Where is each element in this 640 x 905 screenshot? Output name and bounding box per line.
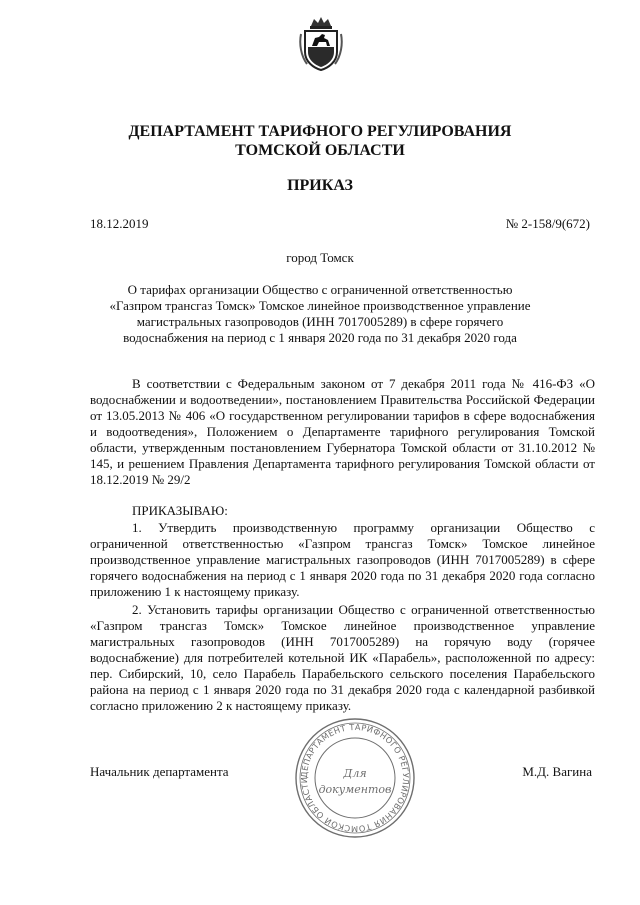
coat-of-arms-emblem <box>299 16 343 72</box>
document-type-title: ПРИКАЗ <box>287 177 353 194</box>
stamp-center-line1: Для <box>343 767 367 780</box>
city-name: город Томск <box>286 250 354 265</box>
document-number: № 2-158/9(672) <box>505 216 590 231</box>
order-word: ПРИКАЗЫВАЮ: <box>132 503 228 518</box>
document-date: 18.12.2019 <box>90 216 149 231</box>
department-title-line2: ТОМСКОЙ ОБЛАСТИ <box>235 142 405 159</box>
stamp-center-line2: документов <box>318 783 392 796</box>
preamble-paragraph: В соответствии с Федеральным законом от 7 декабря 2011 года № 416-ФЗ «О водоснабжении и водоотведении», постановлением Правительства Российской Федерации от 13.05.2013 № 406 «О государственном регулировании тарифов в сфере водоснабжения и водоотведения», Положением о Департаменте тарифного регулирования Томской области, утвержденным постановлением Губернатора Томской области от 31.10.2012 № 145, и решением Правления Департамента тарифного регулирования Томской области от 18.12.2019 № 29/2 <box>90 376 595 487</box>
signatory-position: Начальник департамента <box>90 764 229 779</box>
document-subject: О тарифах организации Общество с ограниченной ответственностью «Газпром трансгаз Томск» Томское линейное производственное управление магистральных газопроводов (ИНН 7017005289) в сфере горячего водоснабжения на период с 1 января 2020 года по 31 декабря 2020 года <box>109 282 531 345</box>
signatory-name: М.Д. Вагина <box>522 764 592 779</box>
official-stamp <box>293 716 417 840</box>
stamp-ring-text: ДЕПАРТАМЕНТ ТАРИФНОГО РЕГУЛИРОВАНИЯ ТОМСКОЙ ОБЛАСТИ <box>298 721 412 835</box>
order-item-1: 1. Утвердить производственную программу организации Общество с ограниченной ответственностью «Газпром трансгаз Томск» Томское линейное производственное управление магистральных газопроводов (ИНН 7017005289) в сфере горячего водоснабжения на период с 1 января 2020 года по 31 декабря 2020 года согласно приложению 1 к настоящему приказу. <box>90 520 595 599</box>
department-title-line1: ДЕПАРТАМЕНТ ТАРИФНОГО РЕГУЛИРОВАНИЯ <box>128 123 512 140</box>
order-item-2: 2. Установить тарифы организации Общество с ограниченной ответственностью «Газпром трансгаз Томск» Томское линейное производственное управление магистральных газопроводов (ИНН 7017005289) на горячую воду (горячее водоснабжение) для потребителей котельной ИК «Парабель», расположенной по адресу: пер. Сибирский, 10, село Парабель Парабельского сельского поселения Парабельского района на период с 1 января 2020 года по 31 декабря 2020 года с календарной разбивкой согласно приложению 2 к настоящему приказу. <box>90 602 595 713</box>
